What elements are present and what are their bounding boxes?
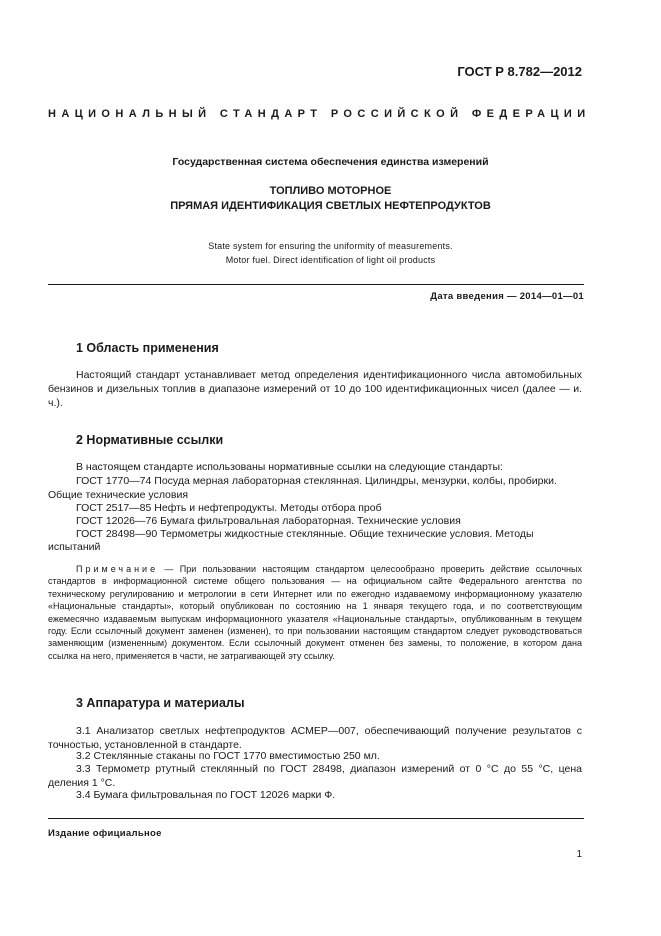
system-title: Государственная система обеспечения единства измерений — [172, 156, 489, 168]
reference-gost-12026: ГОСТ 12026—76 Бумага фильтровальная лабораторная. Технические условия — [76, 515, 461, 527]
national-standard-banner: НАЦИОНАЛЬНЫЙ СТАНДАРТ РОССИЙСКОЙ ФЕДЕРАЦИИ — [48, 108, 591, 120]
english-title — [0, 239, 661, 267]
section-2-heading: 2 Нормативные ссылки — [76, 433, 224, 447]
main-title-line-2: ПРЯМАЯ ИДЕНТИФИКАЦИЯ СВЕТЛЫХ НЕФТЕПРОДУКТОВ — [170, 200, 491, 212]
reference-gost-28498-line-1: ГОСТ 28498—90 Термометры жидкостные стеклянные. Общие технические условия. Методы — [76, 528, 534, 540]
reference-gost-2517: ГОСТ 2517—85 Нефть и нефтепродукты. Методы отбора проб — [76, 502, 382, 514]
references-intro: В настоящем стандарте использованы нормативные ссылки на следующие стандарты: — [76, 461, 503, 473]
section-1-text: Настоящий стандарт устанавливает метод определения идентификационного числа автомобильных бензинов и дизельных топлив в диапазоне измерений от 10 до 100 идентификационных чисел (далее — и. ч.). — [48, 369, 582, 409]
date-introduced: Дата введения — 2014—01—01 — [430, 291, 584, 302]
item-3-1: 3.1 Анализатор светлых нефтепродуктов АСМЕР—007, обеспечивающий получение результатов с точностью, установленной в стандарте. — [48, 725, 582, 751]
section-1-heading: 1 Область применения — [76, 341, 219, 355]
main-title-line-1: ТОПЛИВО МОТОРНОЕ — [269, 185, 392, 197]
reference-gost-1770-line-2: Общие технические условия — [48, 489, 189, 501]
reference-gost-28498-line-2: испытаний — [48, 541, 101, 553]
references-note — [48, 563, 582, 662]
page-number: 1 — [576, 849, 582, 860]
edition-label: Издание официальное — [48, 828, 162, 839]
reference-gost-1770-line-1: ГОСТ 1770—74 Посуда мерная лабораторная стеклянная. Цилиндры, мензурки, колбы, пробирки. — [76, 475, 557, 487]
note-text: — При пользовании настоящим стандартом целесообразно проверить действие ссылочных стандартов в информационной системе общего пользования — на официальном сайте Федерального агентства по техническому регулированию и метрологии в сети Интернет или по ежегодно издаваемому информационному указателю «Национальные стандарты», который опубликован по состоянию на 1 января текущего года, и по соответствующим ежемесячно издаваемым выпускам информационного указателя «Национальные стандарты», опубликованным в текущем году. Если ссылочный документ заменен (изменен), то при пользовании настоящим стандартом следует руководствоваться заменяющим (измененным) документом. Если ссылочный документ отменен без замены, то положение, в котором дана ссылка на него, применяется в части, не затрагивающей эту ссылку. — [48, 564, 582, 661]
section-3-heading: 3 Аппаратура и материалы — [76, 696, 245, 710]
english-title-line-2: Motor fuel. Direct identification of light oil products — [225, 255, 436, 265]
footer-divider — [48, 818, 584, 819]
item-3-2: 3.2 Стеклянные стаканы по ГОСТ 1770 вместимостью 250 мл. — [76, 750, 380, 762]
header-divider — [48, 284, 584, 285]
document-id: ГОСТ Р 8.782—2012 — [457, 64, 582, 79]
note-label: Примечание — [76, 564, 159, 574]
english-title-line-1: State system for ensuring the uniformity of measurements. — [208, 241, 453, 251]
main-title — [0, 184, 661, 214]
item-3-3: 3.3 Термометр ртутный стеклянный по ГОСТ 28498, диапазон измерений от 0 °С до 55 °С, цена деления 1 °С. — [48, 763, 582, 789]
item-3-4: 3.4 Бумага фильтровальная по ГОСТ 12026 марки Ф. — [76, 789, 336, 801]
